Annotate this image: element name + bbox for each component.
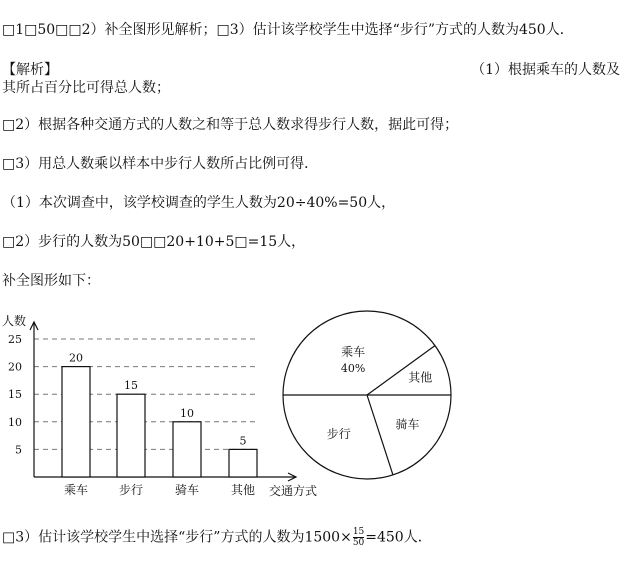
solution-part3 xyxy=(2,527,432,548)
solution-part1: （1）本次调查中，该学校调查的学生人数为20÷40%=50人， xyxy=(2,195,396,211)
analysis-step2: □2）根据各种交通方式的人数之和等于总人数求得步行人数，据此可得； xyxy=(2,117,459,133)
y-tick-label: 10 xyxy=(8,415,22,429)
y-tick-label: 5 xyxy=(15,443,22,457)
answer-summary-line: □1□50□□2）补全图形见解析；□3）估计该学校学生中选择“步行”方式的人数为450人． xyxy=(2,22,574,38)
bar xyxy=(229,449,257,477)
y-tick-label: 25 xyxy=(8,333,22,346)
bar-value-label: 15 xyxy=(124,379,138,393)
pie-slice-label: 其他 xyxy=(408,370,433,385)
bar xyxy=(117,394,145,477)
x-axis-label: 交通方式 xyxy=(269,484,318,498)
pie-slice-label: 骑车 xyxy=(395,417,420,432)
bar xyxy=(173,422,201,477)
pie-slice-label: 步行 xyxy=(326,426,351,441)
bar-value-label: 20 xyxy=(69,351,83,365)
fraction-numerator: 15 xyxy=(352,527,365,537)
analysis-heading: 【解析】 xyxy=(2,62,58,78)
pie-slice-label: 乘车 xyxy=(341,345,366,360)
y-tick-label: 20 xyxy=(8,360,22,374)
x-tick-label: 其他 xyxy=(230,483,256,497)
completed-figure-caption: 补全图形如下： xyxy=(2,273,100,289)
solution-part2: □2）步行的人数为50□□20+10+5□=15人， xyxy=(2,234,306,250)
analysis-step1-start: （1）根据乘车的人数及 xyxy=(471,62,620,78)
y-axis-label: 人数 xyxy=(2,314,27,328)
bar xyxy=(62,367,90,477)
pie-chart xyxy=(283,311,451,479)
bar-value-label: 10 xyxy=(180,406,194,420)
x-tick-label: 骑车 xyxy=(174,483,200,497)
x-tick-label: 乘车 xyxy=(63,483,89,497)
bar-chart xyxy=(2,313,317,498)
fraction-15-over-50 xyxy=(353,527,364,548)
part3-text-after: =450人． xyxy=(365,529,432,546)
part3-text-before: □3）估计该学校学生中选择“步行”方式的人数为1500× xyxy=(2,529,352,546)
analysis-step3: □3）用总人数乘以样本中步行人数所占比例可得． xyxy=(2,156,319,172)
bar-value-label: 5 xyxy=(239,434,247,448)
pie-slice-percent: 40% xyxy=(340,362,366,376)
fraction-denominator: 50 xyxy=(352,538,365,548)
analysis-step1-end: 其所占百分比可得总人数； xyxy=(2,80,170,96)
y-tick-label: 15 xyxy=(8,388,22,402)
x-tick-label: 步行 xyxy=(118,483,144,497)
